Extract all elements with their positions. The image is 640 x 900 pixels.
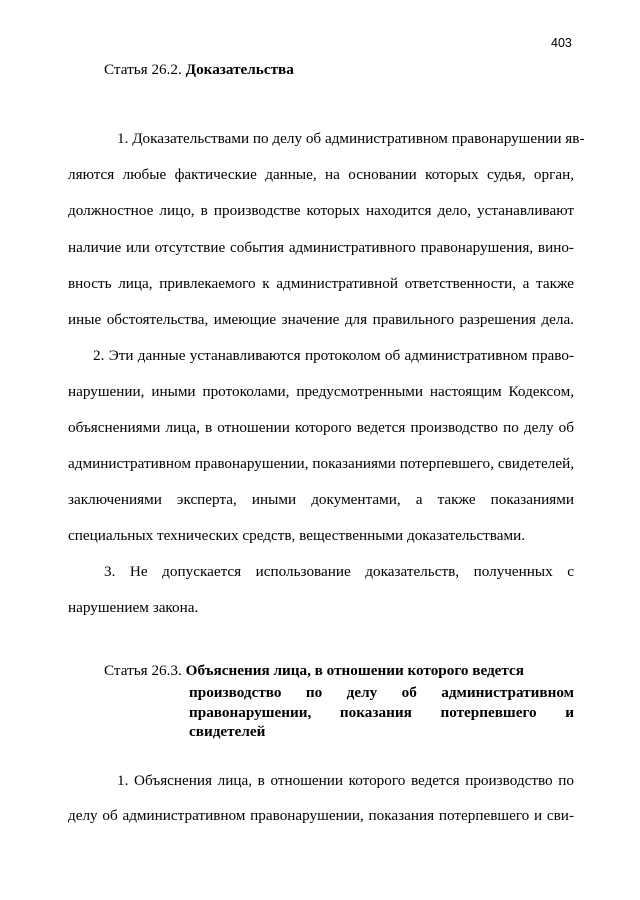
paragraph-line: делу об административном правонарушении, показания потерпевшего и сви-	[68, 807, 574, 824]
paragraph-line: 2. Эти данные устанавливаются протоколом об административном право-	[93, 347, 574, 364]
paragraph-line: наличие или отсутствие события административного правонарушения, вино-	[68, 239, 574, 256]
article-title: Доказательства	[185, 61, 294, 78]
page-number: 403	[551, 36, 572, 50]
article-title: Объяснения лица, в отношении которого ведется	[185, 662, 525, 679]
paragraph-line: нарушением закона.	[68, 599, 199, 616]
paragraph-line: 1. Доказательствами по делу об административном правонарушении яв-	[117, 130, 585, 147]
article-number: Статья 26.3.	[104, 662, 182, 679]
paragraph-line: вность лица, привлекаемого к административной ответственности, а также	[68, 275, 574, 292]
paragraph-line: специальных технических средств, вещественными доказательствами.	[68, 527, 526, 544]
paragraph-line: административном правонарушении, показаниями потерпевшего, свидетелей,	[68, 455, 574, 472]
paragraph-line: 3. Не допускается использование доказательств, полученных с	[104, 563, 574, 580]
paragraph-line: объяснениями лица, в отношении которого ведется производство по делу об	[68, 419, 574, 436]
article-title-continuation: правонарушении, показания потерпевшего и	[189, 704, 574, 721]
article-title-continuation: производство по делу об административном	[189, 684, 574, 701]
paragraph-line: заключениями эксперта, иными документами, а также показаниями	[68, 491, 574, 508]
article-26-2-heading	[104, 61, 294, 79]
article-number: Статья 26.2.	[104, 61, 182, 78]
paragraph-line: 1. Объяснения лица, в отношении которого ведется производство по	[117, 772, 574, 789]
article-title-continuation: свидетелей	[189, 723, 266, 740]
article-26-3-heading	[104, 662, 524, 680]
paragraph-line: иные обстоятельства, имеющие значение для правильного разрешения дела.	[68, 311, 574, 328]
paragraph-line: должностное лицо, в производстве которых находится дело, устанавливают	[68, 202, 574, 219]
paragraph-line: нарушении, иными протоколами, предусмотренными настоящим Кодексом,	[68, 383, 574, 400]
paragraph-line: ляются любые фактические данные, на основании которых судья, орган,	[68, 166, 574, 183]
